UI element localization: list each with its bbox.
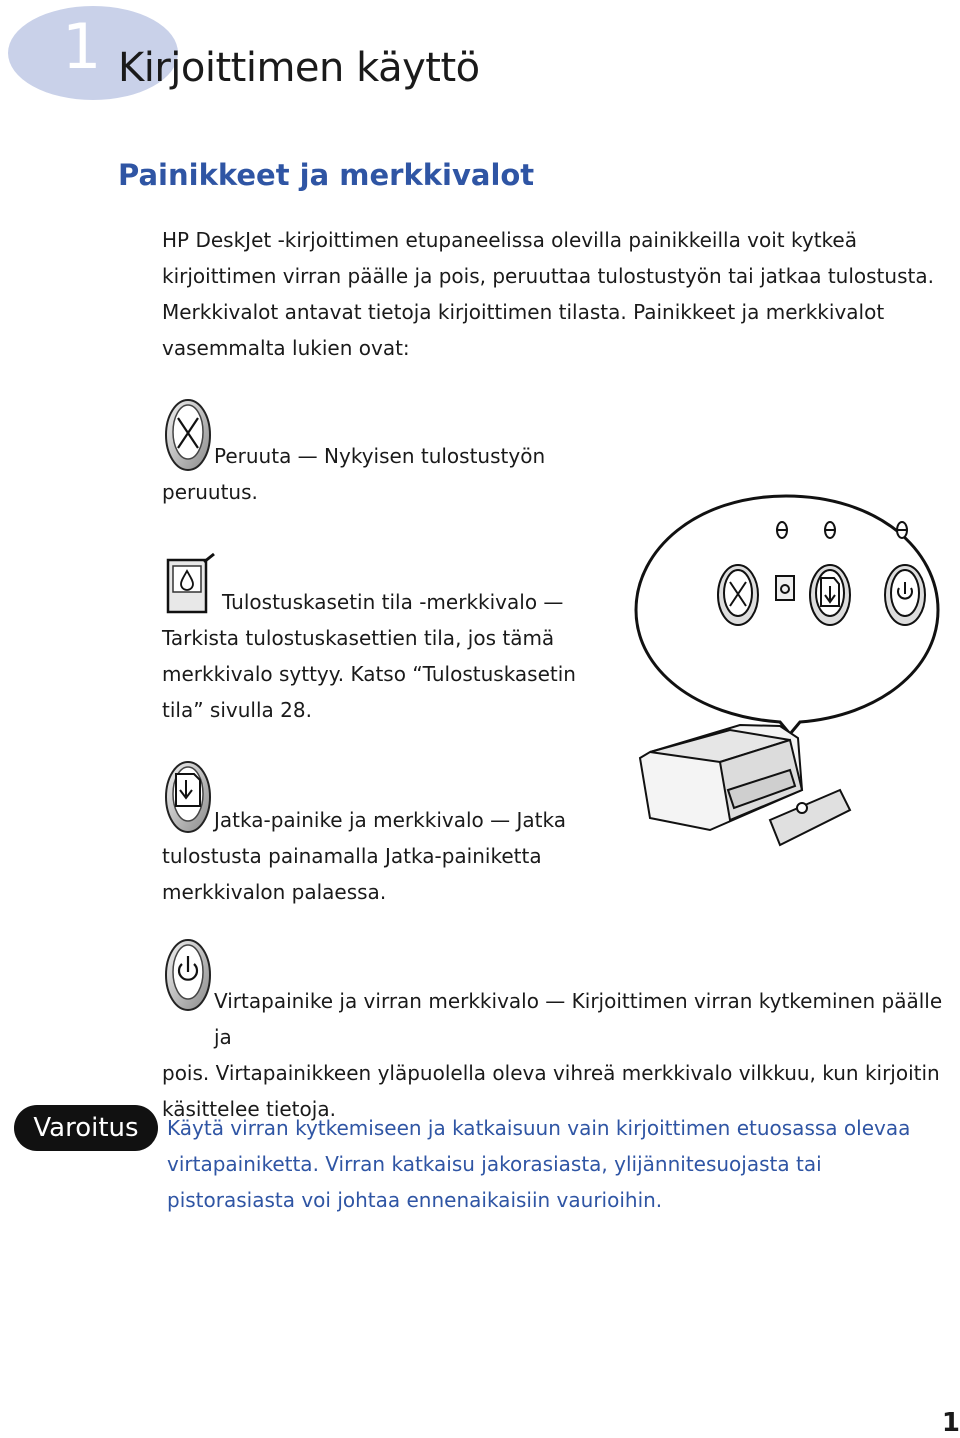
printer-body <box>640 725 850 845</box>
intro-paragraph: HP DeskJet -kirjoittimen etupaneelissa olevilla painikkeilla voit kytkeä kirjoittimen virran päälle ja pois, peruuttaa tulostustyön tai jatkaa tulostusta. Merkkivalot antavat tietoja kirjoittimen tilasta. Painikkeet ja merkkivalot vasemmalta lukien ovat: <box>162 228 934 360</box>
item-resume-rest: tulostusta painamalla Jatka-painiketta merkkivalon palaessa. <box>162 844 542 904</box>
item-cartridge <box>162 584 582 728</box>
item-resume-first-line: Jatka-painike ja merkkivalo — Jatka <box>214 808 566 832</box>
item-resume <box>162 802 582 910</box>
item-power-first-line: Virtapainike ja virran merkkivalo — Kirjoittimen virran kytkeminen päälle ja <box>214 989 943 1049</box>
panel-buttons <box>718 565 925 625</box>
item-cancel-first-line: Peruuta — Nykyisen tulostustyön <box>214 444 546 468</box>
chapter-number: 1 <box>62 10 102 83</box>
item-cancel-rest: peruutus. <box>162 480 258 504</box>
item-cartridge-rest: Tarkista tulostuskasettien tila, jos tämä merkkivalo syttyy. Katso “Tulostuskasetin tila” sivulla 28. <box>162 626 576 722</box>
chapter-title: Kirjoittimen käyttö <box>118 45 480 91</box>
section-heading: Painikkeet ja merkkivalot <box>118 158 535 192</box>
warning-badge: Varoitus <box>14 1105 158 1151</box>
printer-illustration <box>630 490 942 860</box>
page-number: 1 <box>941 1408 960 1438</box>
warning-text: Käytä virran kytkemiseen ja katkaisuun vain kirjoittimen etuosassa olevaa virtapainiketta. Virran katkaisu jakorasiasta, ylijännitesuojasta tai pistorasiasta voi johtaa ennenaikaisiin vaurioihin. <box>167 1116 911 1212</box>
item-power <box>162 983 952 1127</box>
item-power-rest: pois. Virtapainikkeen yläpuolella oleva vihreä merkkivalo vilkkuu, kun kirjoitin käsittelee tietoja. <box>162 1061 940 1121</box>
item-cartridge-first-line: Tulostuskasetin tila -merkkivalo — <box>222 590 564 614</box>
